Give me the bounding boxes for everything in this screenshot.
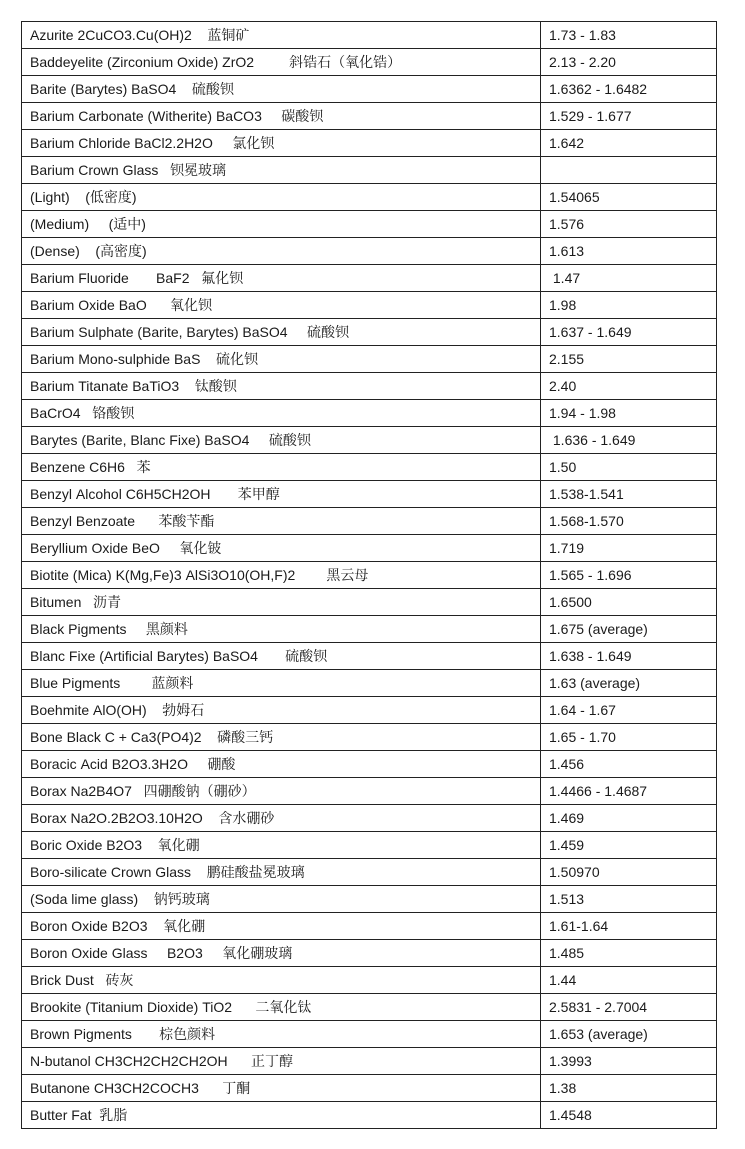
- refractive-index-cell: 1.513: [541, 886, 717, 913]
- table-row: [22, 508, 716, 535]
- table-row: [22, 157, 716, 184]
- refractive-index-cell: 1.613: [541, 238, 717, 265]
- table-row: [22, 1102, 716, 1129]
- substance-name-cell: (Light) (低密度): [22, 184, 541, 211]
- refractive-index-cell: 2.5831 - 2.7004: [541, 994, 717, 1021]
- refractive-index-cell: 1.653 (average): [541, 1021, 717, 1048]
- table-row: [22, 805, 716, 832]
- table-row: [22, 211, 716, 238]
- refractive-index-cell: 1.50970: [541, 859, 717, 886]
- table-row: [22, 589, 716, 616]
- substance-name-cell: Barium Mono-sulphide BaS 硫化钡: [22, 346, 541, 373]
- table-row: [22, 535, 716, 562]
- refractive-index-table-sheet: [21, 21, 717, 1129]
- refractive-index-cell: [541, 157, 717, 184]
- table-row: [22, 1048, 716, 1075]
- table-row: [22, 967, 716, 994]
- table-row: [22, 778, 716, 805]
- refractive-index-cell: 1.642: [541, 130, 717, 157]
- substance-name-cell: Brookite (Titanium Dioxide) TiO2 二氧化钛: [22, 994, 541, 1021]
- refractive-index-cell: 1.4548: [541, 1102, 717, 1129]
- refractive-index-cell: 1.6500: [541, 589, 717, 616]
- refractive-index-cell: 1.6362 - 1.6482: [541, 76, 717, 103]
- substance-name-cell: Barium Crown Glass 钡冕玻璃: [22, 157, 541, 184]
- substance-name-cell: Barium Fluoride BaF2 氟化钡: [22, 265, 541, 292]
- table-row: [22, 994, 716, 1021]
- substance-name-cell: Borax Na2B4O7 四硼酸钠（硼砂）: [22, 778, 541, 805]
- table-row: [22, 238, 716, 265]
- substance-name-cell: Biotite (Mica) K(Mg,Fe)3 AlSi3O10(OH,F)2 黑云母: [22, 562, 541, 589]
- table-row: [22, 346, 716, 373]
- substance-name-cell: Benzene C6H6 苯: [22, 454, 541, 481]
- table-row: [22, 22, 716, 49]
- refractive-index-cell: 1.94 - 1.98: [541, 400, 717, 427]
- refractive-index-cell: 1.576: [541, 211, 717, 238]
- refractive-index-cell: 2.155: [541, 346, 717, 373]
- table-row: [22, 940, 716, 967]
- table-row: [22, 76, 716, 103]
- table-row: [22, 130, 716, 157]
- table-row: [22, 616, 716, 643]
- substance-name-cell: Beryllium Oxide BeO 氧化铍: [22, 535, 541, 562]
- substance-name-cell: Boron Oxide Glass B2O3 氧化硼玻璃: [22, 940, 541, 967]
- table-row: [22, 562, 716, 589]
- refractive-index-cell: 1.529 - 1.677: [541, 103, 717, 130]
- substance-name-cell: Barium Sulphate (Barite, Barytes) BaSO4 硫酸钡: [22, 319, 541, 346]
- substance-name-cell: Boro-silicate Crown Glass 鹏硅酸盐冕玻璃: [22, 859, 541, 886]
- table-body: [22, 22, 716, 1129]
- substance-name-cell: Barium Titanate BaTiO3 钛酸钡: [22, 373, 541, 400]
- refractive-index-cell: 1.38: [541, 1075, 717, 1102]
- table-row: [22, 697, 716, 724]
- table-row: [22, 751, 716, 778]
- substance-name-cell: (Medium) (适中): [22, 211, 541, 238]
- refractive-index-cell: 1.61-1.64: [541, 913, 717, 940]
- refractive-index-cell: 2.13 - 2.20: [541, 49, 717, 76]
- table-row: [22, 373, 716, 400]
- refractive-index-cell: 1.73 - 1.83: [541, 22, 717, 49]
- substance-name-cell: Barium Chloride BaCl2.2H2O 氯化钡: [22, 130, 541, 157]
- substance-name-cell: Boracic Acid B2O3.3H2O 硼酸: [22, 751, 541, 778]
- substance-name-cell: Benzyl Benzoate 苯酸苄酯: [22, 508, 541, 535]
- refractive-index-cell: 1.459: [541, 832, 717, 859]
- substance-name-cell: (Dense) (高密度): [22, 238, 541, 265]
- substance-name-cell: Boron Oxide B2O3 氧化硼: [22, 913, 541, 940]
- table-row: [22, 832, 716, 859]
- refractive-index-cell: 1.44: [541, 967, 717, 994]
- table-row: [22, 427, 716, 454]
- table-row: [22, 913, 716, 940]
- substance-name-cell: Brick Dust 砖灰: [22, 967, 541, 994]
- table-row: [22, 670, 716, 697]
- substance-name-cell: Barite (Barytes) BaSO4 硫酸钡: [22, 76, 541, 103]
- substance-name-cell: Barium Oxide BaO 氧化钡: [22, 292, 541, 319]
- table-row: [22, 265, 716, 292]
- refractive-index-cell: 1.568-1.570: [541, 508, 717, 535]
- table-row: [22, 724, 716, 751]
- refractive-index-cell: 1.469: [541, 805, 717, 832]
- table-row: [22, 859, 716, 886]
- refractive-index-cell: 1.456: [541, 751, 717, 778]
- substance-name-cell: N-butanol CH3CH2CH2CH2OH 正丁醇: [22, 1048, 541, 1075]
- refractive-index-cell: 1.3993: [541, 1048, 717, 1075]
- substance-name-cell: BaCrO4 铬酸钡: [22, 400, 541, 427]
- table-row: [22, 454, 716, 481]
- refractive-index-cell: 1.719: [541, 535, 717, 562]
- substance-name-cell: Benzyl Alcohol C6H5CH2OH 苯甲醇: [22, 481, 541, 508]
- substance-name-cell: Brown Pigments 棕色颜料: [22, 1021, 541, 1048]
- refractive-index-cell: 1.98: [541, 292, 717, 319]
- table-row: [22, 292, 716, 319]
- substance-name-cell: Bitumen 沥青: [22, 589, 541, 616]
- substance-name-cell: Azurite 2CuCO3.Cu(OH)2 蓝铜矿: [22, 22, 541, 49]
- refractive-index-cell: 1.638 - 1.649: [541, 643, 717, 670]
- refractive-index-cell: 1.4466 - 1.4687: [541, 778, 717, 805]
- refractive-index-cell: 1.637 - 1.649: [541, 319, 717, 346]
- table-row: [22, 643, 716, 670]
- table-row: [22, 319, 716, 346]
- refractive-index-cell: 1.636 - 1.649: [541, 427, 717, 454]
- table-row: [22, 1075, 716, 1102]
- refractive-index-cell: 1.565 - 1.696: [541, 562, 717, 589]
- table-row: [22, 481, 716, 508]
- table-row: [22, 886, 716, 913]
- substance-name-cell: Blue Pigments 蓝颜料: [22, 670, 541, 697]
- refractive-index-cell: 1.47: [541, 265, 717, 292]
- table-row: [22, 184, 716, 211]
- table-row: [22, 1021, 716, 1048]
- refractive-index-cell: 1.485: [541, 940, 717, 967]
- substance-name-cell: Butanone CH3CH2COCH3 丁酮: [22, 1075, 541, 1102]
- refractive-index-cell: 1.675 (average): [541, 616, 717, 643]
- refractive-index-table: [22, 22, 716, 1129]
- substance-name-cell: Blanc Fixe (Artificial Barytes) BaSO4 硫酸钡: [22, 643, 541, 670]
- substance-name-cell: Baddeyelite (Zirconium Oxide) ZrO2 斜锆石（氧化锆）: [22, 49, 541, 76]
- refractive-index-cell: 1.538-1.541: [541, 481, 717, 508]
- substance-name-cell: Butter Fat 乳脂: [22, 1102, 541, 1129]
- substance-name-cell: Boric Oxide B2O3 氧化硼: [22, 832, 541, 859]
- substance-name-cell: Borax Na2O.2B2O3.10H2O 含水硼砂: [22, 805, 541, 832]
- substance-name-cell: Black Pigments 黑颜料: [22, 616, 541, 643]
- refractive-index-cell: 1.50: [541, 454, 717, 481]
- refractive-index-cell: 1.54065: [541, 184, 717, 211]
- refractive-index-cell: 1.65 - 1.70: [541, 724, 717, 751]
- table-row: [22, 49, 716, 76]
- substance-name-cell: (Soda lime glass) 钠钙玻璃: [22, 886, 541, 913]
- substance-name-cell: Barium Carbonate (Witherite) BaCO3 碳酸钡: [22, 103, 541, 130]
- table-row: [22, 103, 716, 130]
- table-row: [22, 400, 716, 427]
- refractive-index-cell: 1.63 (average): [541, 670, 717, 697]
- substance-name-cell: Boehmite AlO(OH) 勃姆石: [22, 697, 541, 724]
- substance-name-cell: Bone Black C + Ca3(PO4)2 磷酸三钙: [22, 724, 541, 751]
- substance-name-cell: Barytes (Barite, Blanc Fixe) BaSO4 硫酸钡: [22, 427, 541, 454]
- refractive-index-cell: 2.40: [541, 373, 717, 400]
- refractive-index-cell: 1.64 - 1.67: [541, 697, 717, 724]
